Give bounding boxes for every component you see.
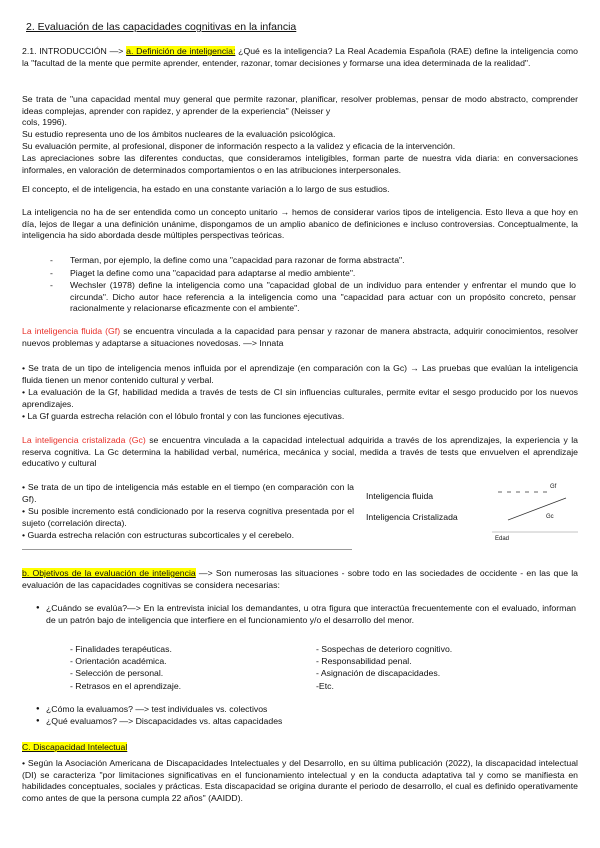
reason-item: -Etc.: [316, 680, 334, 691]
fluida-paragraph: [22, 326, 578, 349]
como-que-list: [36, 704, 576, 727]
legend-fluida: Inteligencia fluida: [366, 491, 434, 501]
que-item: ● ¿Qué evaluamos? —> Discapacidades vs. altas capacidades: [36, 716, 576, 728]
fluida-text: se encuentra vinculada a la capacidad para pensar y razonar de manera abstracta, adquirir conocimientos, resolver nuevos problemas y adaptarse a situaciones novedosas. —> Innata: [22, 326, 578, 348]
reason-item: - Responsabilidad penal.: [316, 656, 412, 667]
fluida-label: La inteligencia fluida (Gf): [22, 326, 121, 336]
separator-line: [22, 549, 352, 550]
cristalizada-point-1: • Se trata de un tipo de inteligencia más estable en el tiempo (en comparación con la Gf).: [22, 482, 354, 504]
gf-label: Gf: [550, 484, 557, 490]
como-item: ● ¿Cómo la evaluamos? —> test individuales vs. colectivos: [36, 704, 576, 716]
cristalizada-paragraph: [22, 435, 578, 470]
reasons-left-list: [70, 643, 181, 692]
evaluacion-line: Su evaluación permite, al profesional, disponer de información respecto a la validez y eficacia de la intervención.: [22, 141, 456, 151]
intro-text: ¿Qué es la inteligencia? La Real Academia Española (RAE) define la inteligencia como la "facultad de la mente que permite aprender, entender, razonar, tomar decisiones y formarse una idea determinada de la realidad".: [22, 46, 579, 68]
cristalizada-point-2: • Su posible incremento está condicionado por la reserva cognitiva presentada por el sujeto (correlación directa).: [22, 506, 354, 528]
definitions-list: [56, 255, 576, 316]
gc-curve: [508, 498, 566, 520]
definicion-heading: a. Definición de inteligencia:: [126, 46, 236, 56]
cols-line: cols, 1996).: [22, 117, 67, 127]
intro-paragraph: [22, 46, 578, 69]
discapacidad-paragraph: • Según la Asociación Americana de Discapacidades Intelectuales y del Desarrollo, en su última publicación (2022), la discapacidad intelectual (DI) se caracteriza "por limitaciones significativas en el funcionamiento intelectual y en la conducta adaptativa tal y como se manifiesta en habilidades conceptuales, sociales y prácticas. Esta discapacidad se origina durante el periodo de desarrollo, el cual es definido operativamente como antes de que la persona cumpla 22 años" (AAIDD).: [22, 758, 578, 803]
capacidad-paragraph: Se trata de "una capacidad mental muy general que permite razonar, planificar, resolver problemas, pensar de modo abstracto, comprender ideas complejas, aprender con rapidez, y aprender de la experiencia" (Neisser y: [22, 94, 578, 116]
cuando-item: ● ¿Cuándo se evalúa?—> En la entrevista inicial los demandantes, u otra figura que interactúa frecuentemente con el evaluado, informan de un patrón bajo de inteligencia que interfiere en el funcionamiento y/o el desarrollo del menor.: [36, 603, 576, 626]
cristalizada-text: se encuentra vinculada a la capacidad intelectual adquirida a través de los aprendizajes, la experiencia y la reserva cognitiva. La Gc determina la habilidad verbal, numérica, mecánica y social, medida a través de tests que envuelven el aprendizaje educativo y cultural: [22, 435, 578, 469]
section-title: 2. Evaluación de las capacidades cognitivas en la infancia: [26, 21, 297, 33]
apreciaciones-paragraph: Las apreciaciones sobre las diferentes conductas, que consideramos inteligibles, forman parte de nuestra vida diaria: en conversaciones informales, en valoración de determinados comportamientos o en las atribuciones interpersonales.: [22, 153, 578, 175]
objetivos-paragraph: [22, 568, 578, 591]
reason-item: - Asignación de discapacidades.: [316, 668, 441, 679]
definition-wechsler: - Wechsler (1978) define la inteligencia como una "capacidad global de un individuo para entender y enfrentar el mundo que lo circunda". Dicho autor hace referencia a la inteligencia como una "capacidad para actuar con un propósito concreto, pensar racionalmente y relacionarse eficazmente con el ambiente".: [56, 280, 576, 315]
objetivos-text: —> Son numerosas las situaciones - sobre todo en las sociedades de occidente - en las que la evaluación de las capacidades cognitivas se considera necesarias:: [22, 568, 578, 590]
reason-item: - Finalidades terapéuticas.: [70, 644, 172, 654]
cristalizada-label: La inteligencia cristalizada (Gc): [22, 435, 146, 445]
definition-piaget: - Piaget la define como una "capacidad para adaptarse al medio ambiente".: [56, 268, 576, 280]
reasons-right-list: [316, 643, 452, 692]
cristalizada-point-3: • Guarda estrecha relación con estructuras subcorticales y el cerebelo.: [22, 530, 295, 540]
fluida-point-2: • La evaluación de la Gf, habilidad medida a través de tests de CI sin influencias culturales, permite evitar el sesgo producido por los nuevos aprendizajes.: [22, 387, 578, 409]
reason-item: - Retrasos en el aprendizaje.: [70, 680, 182, 691]
objetivos-heading: b. Objetivos de la evaluación de inteligencia: [22, 568, 196, 578]
reason-item: - Selección de personal.: [70, 668, 164, 679]
discapacidad-heading-line: [22, 742, 578, 754]
definition-terman: - Terman, por ejemplo, la define como una "capacidad para razonar de forma abstracta".: [56, 255, 576, 267]
unitario-paragraph: La inteligencia no ha de ser entendida como un concepto unitario → hemos de considerar varios tipos de inteligencia. Esto lleva a que hoy en día, lejos de llegar a una definición unánime, dispongamos de un amplio abanico de definiciones e incluso controversias. Conceptualmente, la inteligencia ha sido abordada desde múltiples perspectivas teóricas.: [22, 207, 578, 241]
concepto-line: El concepto, el de inteligencia, ha estado en una constante variación a lo largo de sus estudios.: [22, 184, 390, 194]
reason-item: - Orientación académica.: [70, 656, 167, 667]
intro-prefix: 2.1. INTRODUCCIÓN —>: [22, 46, 127, 56]
fluida-point-3: • La Gf guarda estrecha relación con el lóbulo frontal y con las funciones ejecutivas.: [22, 411, 345, 421]
gc-label: Gc: [546, 514, 554, 520]
estudio-line: Su estudio representa uno de los ámbitos nucleares de la evaluación psicológica.: [22, 129, 336, 139]
legend-cristalizada: Inteligencia Cristalizada: [366, 512, 458, 522]
cuando-list: [36, 603, 576, 626]
discapacidad-heading: C. Discapacidad Intelectual: [22, 742, 128, 752]
reason-item: - Sospechas de deterioro cognitivo.: [316, 644, 453, 654]
axis-label: Edad: [495, 536, 510, 542]
fluida-point-1: • Se trata de un tipo de inteligencia menos influida por el aprendizaje (en comparación con la Gc) → Las pruebas que evalúan la inteligencia fluida tienen un menor contenido cultural y verbal.: [22, 363, 578, 385]
